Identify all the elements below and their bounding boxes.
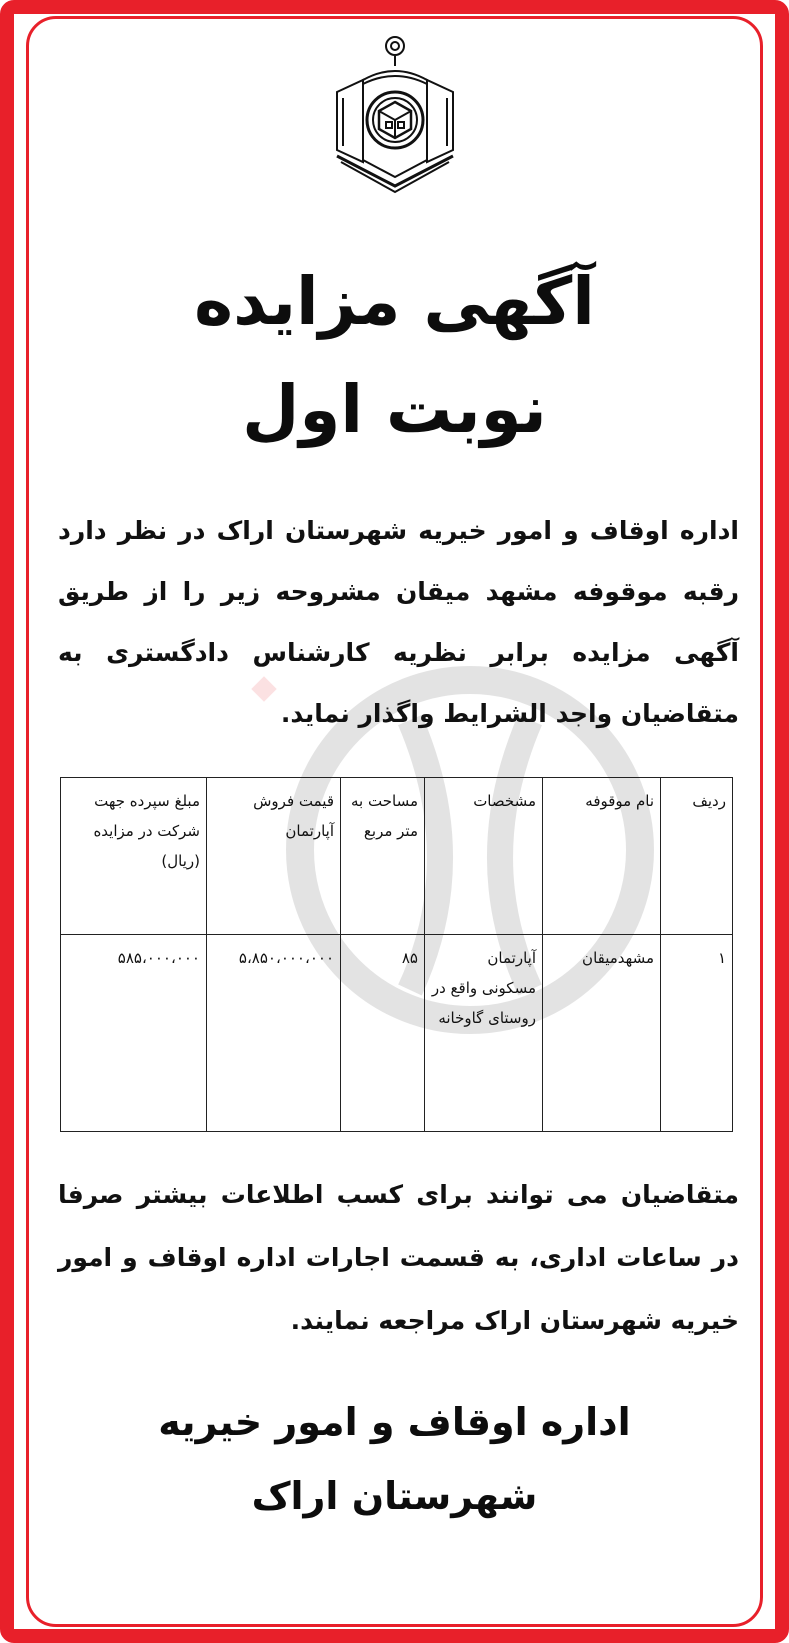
signature-city: شهرستان اراک <box>251 1474 538 1518</box>
cell-endowment-name: مشهدمیقان <box>543 935 661 1132</box>
cell-price: ۵،۸۵۰،۰۰۰،۰۰۰ <box>207 935 341 1132</box>
header-deposit: مبلغ سپرده جهت شرکت در مزایده (ریال) <box>61 778 207 935</box>
cell-deposit: ۵۸۵،۰۰۰،۰۰۰ <box>61 935 207 1132</box>
header-specs: مشخصات <box>425 778 543 935</box>
cell-area: ۸۵ <box>341 935 425 1132</box>
table-header-row <box>61 778 733 935</box>
auction-table <box>60 777 733 1132</box>
cell-row-no: ۱ <box>661 935 733 1132</box>
header-area: مساحت به متر مربع <box>341 778 425 935</box>
outro-paragraph: متقاضیان می توانند برای کسب اطلاعات بیشتر صرفا در ساعات اداری، به قسمت اجارات اداره اوقاف و امور خیریه شهرستان اراک مراجعه نمایند. <box>58 1180 739 1335</box>
header-row-no: ردیف <box>661 778 733 935</box>
endowment-emblem-icon <box>333 32 457 196</box>
signature-org: اداره اوقاف و امور خیریه <box>158 1400 631 1444</box>
header-endowment-name: نام موقوفه <box>543 778 661 935</box>
notice-round: نوبت اول <box>242 371 547 448</box>
notice-title: آگهی مزایده <box>194 263 595 340</box>
intro-paragraph: اداره اوقاف و امور خیریه شهرستان اراک در نظر دارد رقبه موقوفه مشهد میقان مشروحه زیر را از طریق آگهی مزایده برابر نظریه کارشناس دادگستری به متقاضیان واجد الشرایط واگذار نماید. <box>58 516 739 728</box>
header-price: قیمت فروش آپارتمان <box>207 778 341 935</box>
cell-specs: آپارتمان مسکونی واقع در روستای گاوخانه <box>425 935 543 1132</box>
table-row <box>61 935 733 1132</box>
